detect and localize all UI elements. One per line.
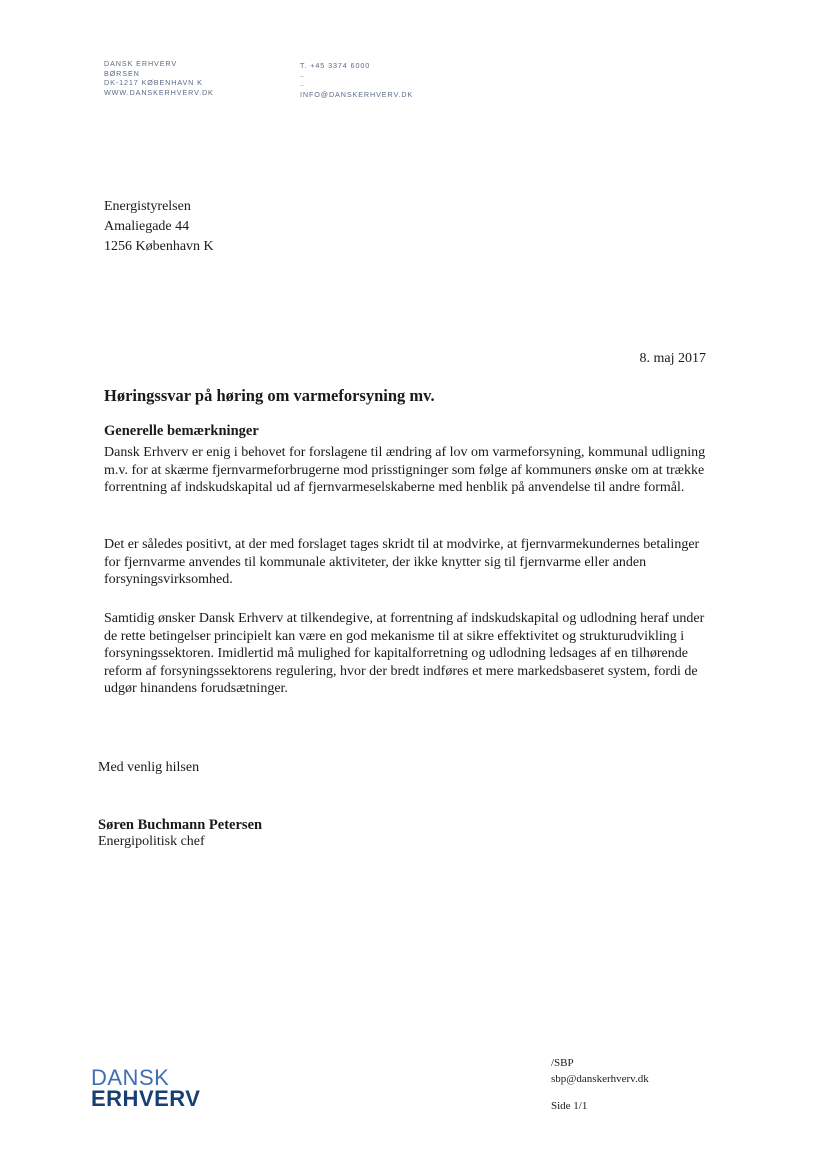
letterhead-sender <box>104 59 214 97</box>
footer-initials: /SBP <box>551 1057 574 1069</box>
company-logo <box>91 1067 200 1109</box>
letterhead-contact <box>300 61 413 99</box>
letterhead-company: DANSK ERHVERV <box>104 59 178 68</box>
letterhead-phone: T. +45 3374 6000 <box>300 61 371 70</box>
letterhead-postal: DK-1217 KØBENHAVN K <box>104 78 203 88</box>
footer-email: sbp@danskerhverv.dk <box>551 1073 649 1085</box>
section-heading: Generelle bemærkninger <box>104 423 259 439</box>
letterhead-email: INFO@DANSKERHVERV.DK <box>300 89 414 99</box>
recipient-street: Amaliegade 44 <box>104 219 190 234</box>
letter-date: 8. maj 2017 <box>639 351 706 366</box>
closing-greeting: Med venlig hilsen <box>98 760 200 775</box>
body-paragraph: Dansk Erhverv er enig i behovet for forslagene til ændring af lov om varmeforsyning, kommunal udligning m.v. for at skærme fjernvarmeforbrugerne mod prisstigninger som følge af kommuners ønske om at trække forrentning af indskudskapital ud af fjernvarmeselskaberne med henblik på anvendelse til andre formål. <box>104 445 706 495</box>
logo-line-dansk: DANSK <box>91 1065 170 1090</box>
recipient-address <box>104 197 214 257</box>
body-paragraph: Samtidig ønsker Dansk Erhverv at tilkendegive, at forrentning af indskudskapital og udlodning heraf under de rette betingelser principielt kan være en god mekanisme til at sikre effektivitet og strukturudvikling i forsyningssektoren. Imidlertid må mulighed for kapitalforretning og udlodning ledsages af en tilhørende reform af forsyningssektorens regulering, hvor der bredt indføres et mere markedsbaseret system, fordi de udgør hinandens forudsætninger. <box>104 611 705 696</box>
divider: – <box>300 70 305 80</box>
letterhead-building: BØRSEN <box>104 68 140 78</box>
logo-line-erhverv: ERHVERV <box>91 1086 201 1111</box>
signer-title: Energipolitisk chef <box>98 834 205 849</box>
divider: – <box>300 80 305 90</box>
recipient-name: Energistyrelsen <box>104 199 191 214</box>
footer-reference <box>551 1055 649 1087</box>
letterhead-website: WWW.DANSKERHVERV.DK <box>104 87 214 97</box>
recipient-city: 1256 København K <box>104 239 214 254</box>
body-paragraph: Det er således positivt, at der med forslaget tages skridt til at modvirke, at fjernvarmekundernes betalinger for fjernvarme anvendes til kommunale aktiviteter, der ikke knytter sig til fjernvarme eller anden forsyningsvirksomhed. <box>104 537 700 587</box>
page-number: Side 1/1 <box>551 1100 588 1112</box>
letter-subject: Høringssvar på høring om varmeforsyning mv. <box>104 386 435 405</box>
signer-name: Søren Buchmann Petersen <box>98 817 263 833</box>
